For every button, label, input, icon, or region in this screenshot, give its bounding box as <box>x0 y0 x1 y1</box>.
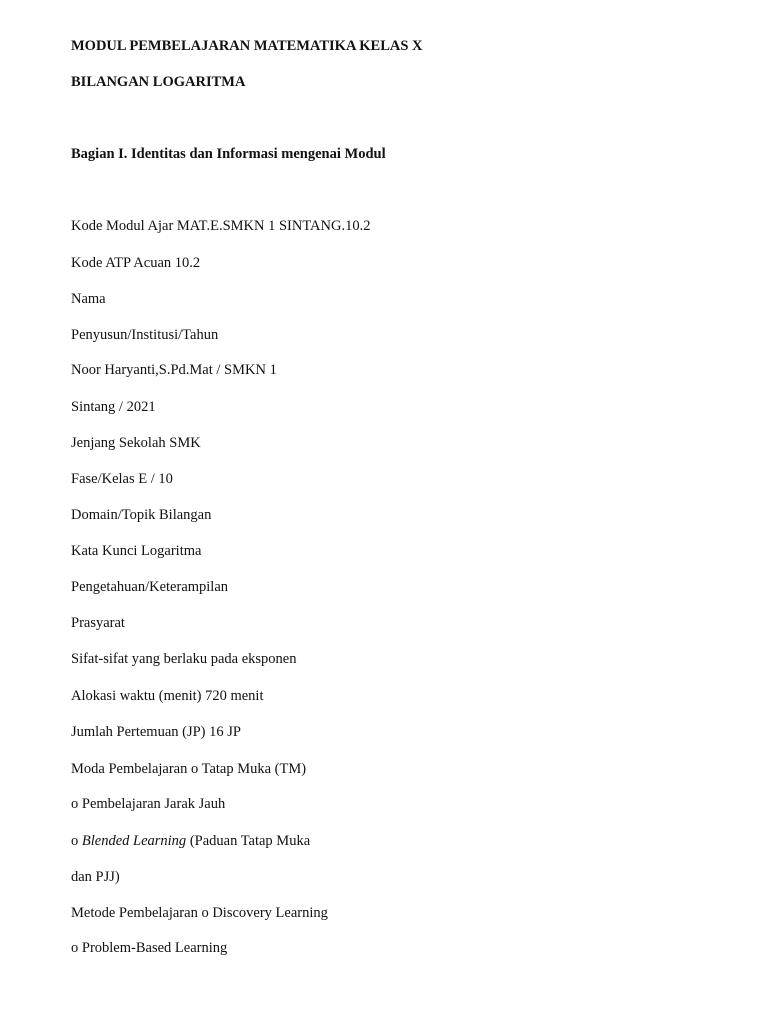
prerequisite-value-line: Sifat-sifat yang berlaku pada eksponen <box>71 651 297 667</box>
time-allocation-line: Alokasi waktu (menit) 720 menit <box>71 688 264 704</box>
author-location-line: Sintang / 2021 <box>71 399 156 415</box>
blended-italic: Blended Learning <box>81 833 187 849</box>
name-label-line: Nama <box>71 291 106 307</box>
distance-learning-line: o Pembelajaran Jarak Jauh <box>71 796 226 812</box>
meeting-count-line: Jumlah Pertemuan (JP) 16 JP <box>71 724 241 740</box>
document-title: MODUL PEMBELAJARAN MATEMATIKA KELAS X <box>71 38 423 54</box>
learning-method-line: Metode Pembelajaran o Discovery Learning <box>71 905 328 921</box>
learning-mode-line: Moda Pembelajaran o Tatap Muka (TM) <box>71 761 307 777</box>
author-label-line: Penyusun/Institusi/Tahun <box>71 327 219 343</box>
blended-continuation-line: dan PJJ) <box>71 869 120 885</box>
section-heading: Bagian I. Identitas dan Informasi mengenai Modul <box>71 146 386 162</box>
module-code-line: Kode Modul Ajar MAT.E.SMKN 1 SINTANG.10.2 <box>71 218 371 234</box>
prerequisite-label-line: Prasyarat <box>71 615 125 631</box>
author-value-line: Noor Haryanti,S.Pd.Mat / SMKN 1 <box>71 362 277 378</box>
atp-code-line: Kode ATP Acuan 10.2 <box>71 255 201 271</box>
blended-learning-line <box>71 832 310 850</box>
blended-suffix: (Paduan Tatap Muka <box>186 833 311 849</box>
school-level-line: Jenjang Sekolah SMK <box>71 435 201 451</box>
domain-topic-line: Domain/Topik Bilangan <box>71 507 212 523</box>
problem-based-line: o Problem-Based Learning <box>71 940 228 956</box>
phase-class-line: Fase/Kelas E / 10 <box>71 471 173 487</box>
knowledge-skill-line: Pengetahuan/Keterampilan <box>71 579 229 595</box>
keyword-line: Kata Kunci Logaritma <box>71 543 202 559</box>
document-subtitle: BILANGAN LOGARITMA <box>71 74 246 90</box>
blended-prefix: o <box>71 833 82 849</box>
